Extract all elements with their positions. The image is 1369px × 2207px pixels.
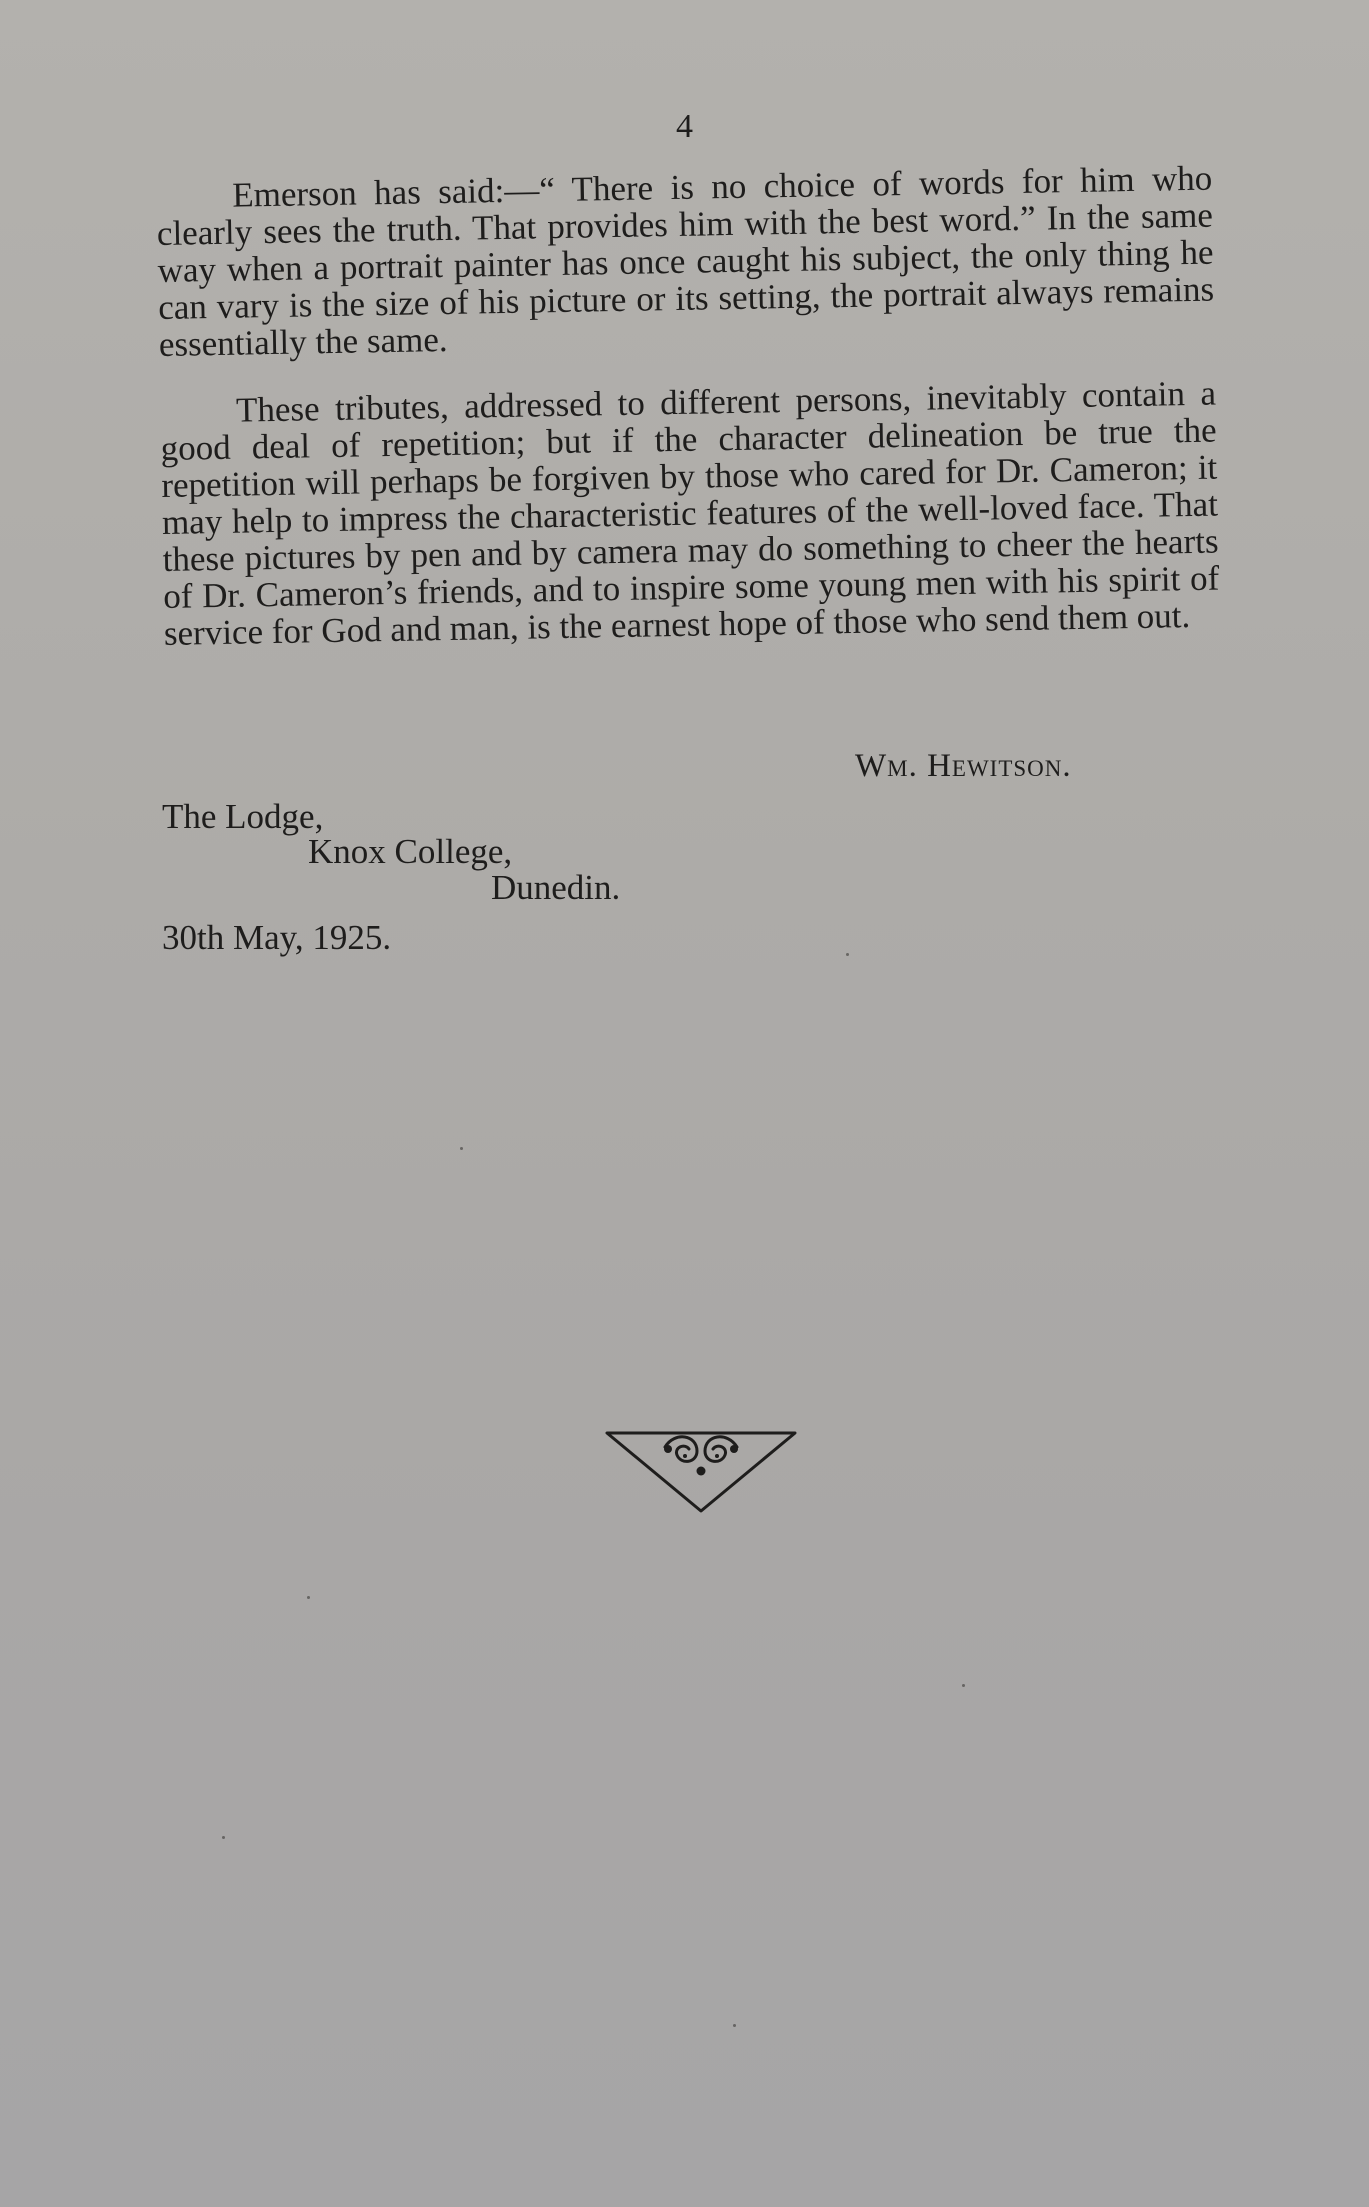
paper-speck <box>733 2024 736 2027</box>
paper-speck <box>307 1596 310 1599</box>
body-text <box>156 160 1220 652</box>
scroll-tailpiece-ornament-icon <box>605 1425 797 1515</box>
paragraph-tributes: These tributes, addressed to different persons, inevitably contain a good deal of repetition; but if the character delineation be true the repetition will perhaps be forgiven by those who cared for Dr. Cameron; it may help to impress the characteristic features of the well-loved face. That these pictures by pen and by camera may do something to cheer the hearts of Dr. Cameron’s friends, and to inspire some young men with his spirit of service for God and man, is the earnest hope of those who send them out. <box>160 373 1220 653</box>
address-line-lodge: The Lodge, <box>162 797 324 836</box>
paper-speck <box>222 1836 225 1839</box>
page-number: 4 <box>676 108 693 145</box>
paper-speck <box>460 1147 463 1150</box>
address-line-college: Knox College, <box>308 832 513 871</box>
author-signature: Wm. Hewitson. <box>855 748 1072 784</box>
date-line: 30th May, 1925. <box>162 918 392 957</box>
paper-speck <box>962 1684 965 1687</box>
address-line-city: Dunedin. <box>491 868 621 907</box>
paragraph-emerson-quote: Emerson has said:—“ There is no choice of words for him who clearly sees the truth. That provides him with the best word.” In the same way when a portrait painter has once caught his subject, the only thing he can vary is the size of his picture or its setting, the portrait always remains essentially the same. <box>156 158 1215 364</box>
paper-speck <box>846 953 849 956</box>
